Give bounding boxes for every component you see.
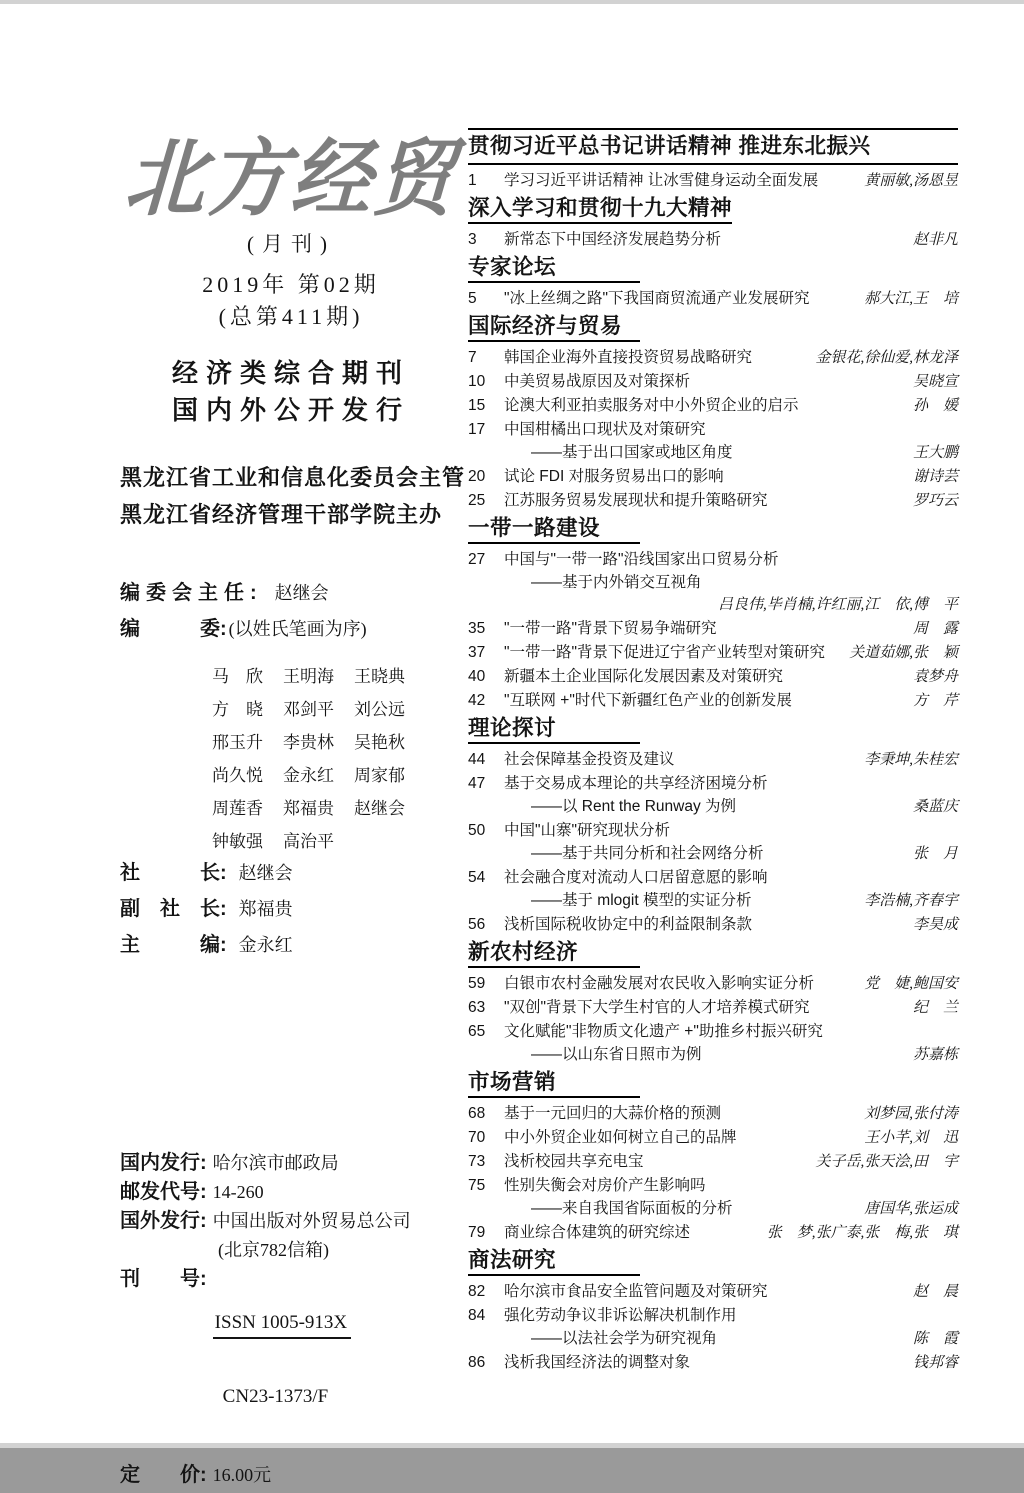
toc-entry-row [468,913,958,937]
foreign-distribution-label: 国外发行: [120,1210,207,1232]
toc-entry-row [468,772,958,795]
toc-entry-title: 强化劳动争议非诉讼解决机制作用 [504,1307,737,1324]
toc-page-number: 73 [468,1153,486,1170]
toc-page-number: 54 [468,869,486,886]
toc-entry-row [468,1174,958,1197]
toc-entry-row [468,972,958,996]
toc-entry-title: 中小外贸企业如何树立自己的品牌 [504,1129,737,1146]
price-row [120,1464,464,1486]
toc-entry-authors: 王小芊,刘 迅 [864,1130,958,1146]
toc-entry-authors: 党 婕,鲍国安 [864,976,958,992]
foreign-distribution-value2: (北京782信箱) [218,1240,329,1260]
toc-entry-row [468,548,958,571]
toc-entry-title: "一带一路"背景下促进辽宁省产业转型对策研究 [504,644,826,661]
toc-entry-row [468,617,958,641]
member-name: 马 欣 [212,667,263,686]
toc-entry-title: 学习习近平讲话精神 让冰雪健身运动全面发展 [504,172,819,189]
toc-entry-authors: 纪 兰 [912,1000,958,1016]
toc-entry-title: "一带一路"背景下贸易争端研究 [504,620,717,637]
foreign-distribution-value: 中国出版对外贸易总公司 [212,1211,411,1231]
toc-entry-title: ——基于出口国家或地区角度 [531,444,733,461]
issue-code-label: 刊 号: [120,1268,207,1290]
toc-entry-authors: 张 梦,张广泰,张 梅,张 琪 [766,1225,958,1241]
toc-page-number: 5 [468,290,477,307]
toc-entry-title: 新疆本土企业国际化发展因素及对策研究 [504,668,784,685]
toc-entry-authors: 罗巧云 [912,493,958,509]
toc-page-number: 42 [468,692,486,709]
toc-entry-row [468,1351,958,1375]
toc-entry-title: ——以山东省日照市为例 [531,1046,702,1063]
toc-entry-authors: 唐国华,张运成 [864,1201,958,1217]
toc-page-number: 86 [468,1354,486,1371]
toc-entry-row [468,996,958,1020]
president-name: 赵继会 [238,863,293,883]
toc-entry-authors: 孙 媛 [912,398,958,414]
toc-entry-title: 中国"山寨"研究现状分析 [504,822,671,839]
toc-entry-row [468,1221,958,1245]
toc-sections [468,128,958,1375]
toc-entry-title: ——基于内外销交互视角 [531,574,702,591]
toc-page-number: 59 [468,975,486,992]
toc-section-title: 商法研究 [468,1248,640,1276]
toc-entry-row [468,441,958,465]
toc-entry-authors: 吕良伟,毕肖楠,许红丽,江 依,傅 平 [717,597,958,613]
member-row [212,823,464,856]
toc-page-number: 44 [468,751,486,768]
toc-entry-row [468,465,958,489]
toc-entry-row [468,748,958,772]
toc-entry-title: ——以 Rent the Runway 为例 [531,798,737,815]
toc-entry-title: "互联网 +"时代下新疆红色产业的创新发展 [504,692,792,709]
toc-entry-row [468,819,958,842]
toc-entry-row [468,489,958,513]
member-name: 高治平 [283,832,334,851]
toc-section-title: 市场营销 [468,1070,640,1098]
foreign-distribution-row2 [120,1239,464,1261]
member-name: 吴艳秋 [354,733,405,752]
chief-editor-name: 金永红 [238,935,293,955]
member-row [212,691,464,724]
toc-entry-authors: 李秉坤,朱桂宏 [864,752,958,768]
toc-page-number: 70 [468,1129,486,1146]
toc-entry-title: 商业综合体建筑的研究综述 [504,1224,691,1241]
toc-entry-title: 江苏服务贸易发展现状和提升策略研究 [504,492,768,509]
toc-entry-authors: 吴晓宣 [912,374,958,390]
toc-entry-row [468,1280,958,1304]
toc-section-header [468,128,958,165]
toc-page-number: 15 [468,397,486,414]
toc-section-header [468,196,958,224]
toc-section-title: 新农村经济 [468,940,640,968]
toc-entry-title: 韩国企业海外直接投资贸易战略研究 [504,349,753,366]
toc-section-title: 国际经济与贸易 [468,314,640,342]
toc-section-title: 深入学习和贯彻十九大精神 [468,196,732,224]
left-column [118,128,466,1486]
toc-entry-authors: 周 露 [912,621,958,637]
toc-entry-authors: 金银花,徐仙爱,林龙泽 [815,350,958,366]
toc-entry-row [468,1197,958,1221]
toc-page-number: 17 [468,421,486,438]
toc-entry-title: 基于一元回归的大蒜价格的预测 [504,1105,722,1122]
member-name: 刘公远 [354,700,405,719]
postal-code-row [120,1181,464,1203]
postal-code-label: 邮发代号: [120,1181,207,1203]
toc-entry-row [468,795,958,819]
toc-entry-title: 论澳大利亚拍卖服务对中小外贸企业的启示 [504,397,799,414]
toc-entry-authors: 方 芹 [912,693,958,709]
toc-page-number: 3 [468,231,477,248]
journal-type-line: 经济类综合期刊 [171,358,410,388]
toc-page-number: 10 [468,373,486,390]
postal-code-value: 14-260 [212,1182,264,1202]
vice-president-label: 副 社 长: [120,898,227,920]
toc-page-number: 25 [468,492,486,509]
toc-entry-row [468,1126,958,1150]
toc-entry-authors: 关道茹娜,张 颖 [849,645,958,661]
issn-cn-row [120,1268,464,1452]
toc-page-number: 75 [468,1177,486,1194]
foreign-distribution-row [120,1210,464,1232]
editorial-board-note: (以姓氏笔画为序) [228,619,367,639]
toc-entry-title: 文化赋能"非物质文化遗产 +"助推乡村振兴研究 [504,1023,823,1040]
toc-entry-authors: 李浩楠,齐春宇 [864,893,958,909]
toc-entry-row [468,1102,958,1126]
toc-page-number: 68 [468,1105,486,1122]
toc-entry-row [468,287,958,311]
toc-entry-authors: 陈 霞 [912,1331,958,1347]
toc-entry-authors: 苏嘉栋 [912,1047,958,1063]
member-row [212,757,464,790]
toc-section-header [468,716,958,744]
toc-page-number: 65 [468,1023,486,1040]
toc-section-header [468,516,958,544]
price-value: 16.00元 [212,1465,272,1485]
toc-entry-title: 性别失衡会对房价产生影响吗 [504,1177,706,1194]
editorial-chair-row [120,582,464,604]
toc-page-number: 20 [468,468,486,485]
toc-entry-row [468,842,958,866]
member-name: 方 晓 [212,700,263,719]
domestic-distribution-label: 国内发行: [120,1152,207,1174]
toc-section-header [468,1248,958,1276]
toc-entry-row [468,346,958,370]
editorial-chair-label: 编委会主任: [120,582,263,604]
toc-entry-authors: 袁梦舟 [912,669,958,685]
domestic-distribution-value: 哈尔滨市邮政局 [212,1153,339,1173]
domestic-distribution-row [120,1152,464,1174]
issn-cn-fraction [213,1268,351,1452]
toc-entry-authors: 关子岳,张天浍,田 宇 [815,1154,958,1170]
toc-entry-row [468,641,958,665]
member-name: 钟敏强 [212,832,263,851]
toc-entry-title: 社会融合度对流动人口居留意愿的影响 [504,869,768,886]
toc-entry-title: "双创"背景下大学生村官的人才培养模式研究 [504,999,810,1016]
publication-info [120,1152,464,1493]
toc-entry-title: ——基于 mlogit 模型的实证分析 [531,892,752,909]
toc-entry-authors: 张 月 [912,846,958,862]
toc-entry-authors: 谢诗芸 [912,469,958,485]
toc-entry-title: 社会保障基金投资及建议 [504,751,675,768]
toc-entry-authors: 李昊成 [912,917,958,933]
toc-page-number: 27 [468,551,486,568]
toc-entry-title: 浅析国际税收协定中的利益限制条款 [504,916,753,933]
price-label: 定 价: [120,1464,207,1486]
toc-entry-title: 浅析我国经济法的调整对象 [504,1354,691,1371]
toc-entry-title: ——基于共同分析和社会网络分析 [531,845,764,862]
member-name: 李贵林 [283,733,334,752]
toc-entry-authors: 赵非凡 [912,232,958,248]
member-name: 周家郁 [354,766,405,785]
toc-entry-authors: 郝大江,王 培 [864,291,958,307]
president-label: 社 长: [120,862,227,884]
organizer-line: 黑龙江省经济管理干部学院主办 [120,502,443,527]
chief-editor-label: 主 编: [120,934,227,956]
member-row [212,658,464,691]
toc-section-title: 专家论坛 [468,255,640,283]
toc-entry-authors: 桑蓝庆 [912,799,958,815]
journal-distribution-line: 国内外公开发行 [171,395,410,425]
toc-entry-title: 白银市农村金融发展对农民收入影响实证分析 [504,975,815,992]
toc-entry-row [468,571,958,594]
toc-section-header [468,1070,958,1098]
supervisor-line: 黑龙江省工业和信息化委员会主管 [120,465,466,490]
toc-entry-authors: 王大鹏 [912,445,958,461]
toc-entry-title: 试论 FDI 对服务贸易出口的影响 [504,468,724,485]
toc-page-number: 79 [468,1224,486,1241]
monthly-label: (月刊) [247,232,335,256]
toc-page-number: 47 [468,775,486,792]
toc-entry-row [468,1150,958,1174]
toc-entry-title: 哈尔滨市食品安全监管问题及对策研究 [504,1283,768,1300]
toc-entry-title: 新常态下中国经济发展趋势分析 [504,231,722,248]
member-row [212,724,464,757]
toc-entry-row [468,665,958,689]
toc-page-number: 37 [468,644,486,661]
toc-entry-title: 浅析校园共享充电宝 [504,1153,644,1170]
member-name: 金永红 [283,766,334,785]
toc-page-number: 7 [468,349,477,366]
toc-entry-authors: 赵 晨 [912,1284,958,1300]
member-name: 郑福贵 [283,799,334,818]
toc-entry-row [468,394,958,418]
toc-entry-authors: 刘梦园,张付涛 [864,1106,958,1122]
scan-edge-top [0,0,1024,4]
toc-section-title: 贯彻习近平总书记讲话精神 推进东北振兴 [468,134,871,158]
toc-section-header [468,940,958,968]
toc-entry-row [468,594,958,617]
chief-editor-row [120,934,464,956]
member-name: 尚久悦 [212,766,263,785]
toc-section-title: 理论探讨 [468,716,640,744]
toc-section-header [468,314,958,342]
toc-entry-title: "冰上丝绸之路"下我国商贸流通产业发展研究 [504,290,810,307]
member-name: 邓剑平 [283,700,334,719]
editorial-board-row [120,618,464,640]
toc-entry-row [468,689,958,713]
toc-page-number: 84 [468,1307,486,1324]
toc-page-number: 35 [468,620,486,637]
member-name: 邢玉升 [212,733,263,752]
toc-entry-row [468,169,958,193]
cn-number: CN23-1373/F [222,1386,329,1407]
issn-number: ISSN 1005-913X [213,1312,351,1339]
toc-entry-row [468,1327,958,1351]
toc-entry-authors: 钱邦睿 [912,1355,958,1371]
vice-president-name: 郑福贵 [238,899,293,919]
toc-section-title: 一带一路建设 [468,516,640,544]
member-name: 王明海 [283,667,334,686]
editorial-chair-name: 赵继会 [274,583,329,603]
toc-page-number: 1 [468,172,477,189]
toc-entry-row [468,1020,958,1043]
toc-entry-title: ——来自我国省际面板的分析 [531,1200,733,1217]
toc-page-number: 50 [468,822,486,839]
issue-number: 2019年 第02期 [202,272,380,297]
toc-page-number: 63 [468,999,486,1016]
toc-section-header [468,255,958,283]
toc-entry-row [468,1304,958,1327]
toc-entry-title: 中国与"一带一路"沿线国家出口贸易分析 [504,551,779,568]
toc-entry-title: ——以法社会学为研究视角 [531,1330,718,1347]
toc-entry-title: 中国柑橘出口现状及对策研究 [504,421,706,438]
toc-entry-row [468,228,958,252]
editorial-board [120,582,464,970]
toc-page-number: 56 [468,916,486,933]
member-row [212,790,464,823]
member-name: 周莲香 [212,799,263,818]
toc-page-number: 40 [468,668,486,685]
toc-entry-authors: 黄丽敏,汤恩昱 [864,173,958,189]
toc-entry-row [468,1043,958,1067]
editorial-board-label: 编 委: [120,618,227,640]
toc-entry-row [468,370,958,394]
vice-president-row [120,898,464,920]
issue-total: (总第411期) [218,304,364,329]
journal-logo: 北方经贸 [122,128,460,228]
toc-page-number: 82 [468,1283,486,1300]
editor-members-grid [212,658,464,856]
toc-entry-row [468,866,958,889]
member-name: 王晓典 [354,667,405,686]
toc-entry-title: 基于交易成本理论的共享经济困境分析 [504,775,768,792]
president-row [120,862,464,884]
toc-entry-title: 中美贸易战原因及对策探析 [504,373,691,390]
member-name: 赵继会 [354,799,405,818]
toc-entry-row [468,889,958,913]
toc-entry-row [468,418,958,441]
